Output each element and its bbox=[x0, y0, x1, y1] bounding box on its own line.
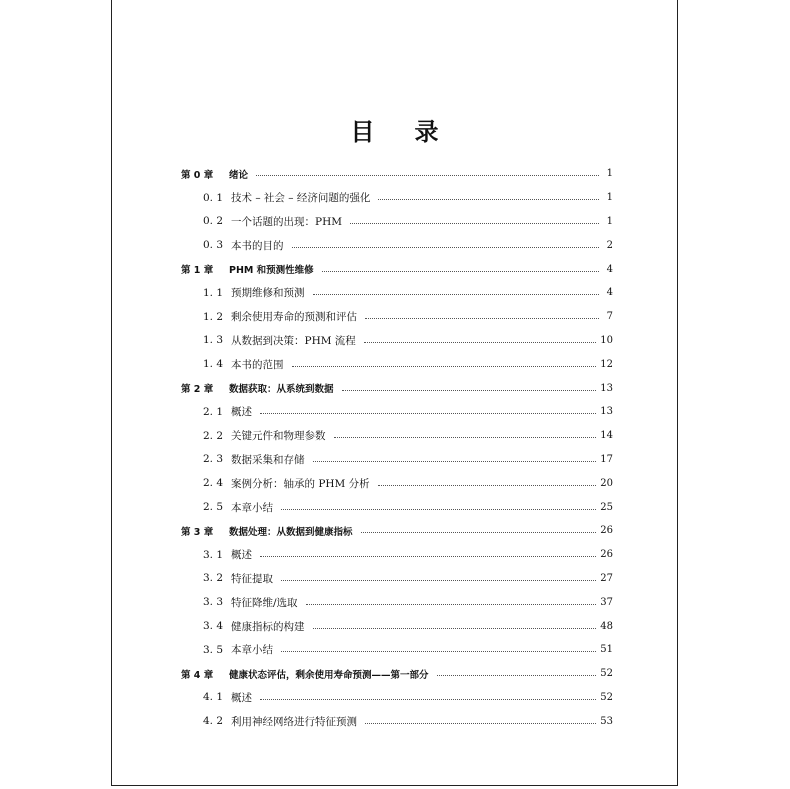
toc-entry-title: 从数据到决策：PHM 流程 bbox=[231, 334, 356, 347]
dot-leader bbox=[313, 461, 597, 462]
toc-entry-number: 2. 3 bbox=[203, 453, 224, 466]
dot-leader bbox=[281, 580, 596, 581]
title-char-right: 录 bbox=[414, 118, 439, 146]
toc-entry-page: 17 bbox=[600, 453, 613, 465]
toc-entry-number: 第 2 章 bbox=[181, 384, 214, 396]
toc-entry-title: 利用神经网络进行特征预测 bbox=[231, 715, 357, 728]
toc-entry-page: 2 bbox=[606, 239, 613, 251]
toc-entry-page: 10 bbox=[600, 334, 613, 346]
dot-leader bbox=[361, 532, 597, 533]
toc-section-entry bbox=[181, 686, 613, 710]
dot-leader bbox=[378, 485, 597, 486]
toc-entry-page: 27 bbox=[600, 572, 613, 584]
dot-leader bbox=[322, 271, 599, 272]
toc-entry-number: 4. 2 bbox=[203, 715, 224, 728]
toc-entry-page: 1 bbox=[606, 192, 613, 204]
toc-entry-title: 一个话题的出现：PHM bbox=[231, 215, 342, 228]
dot-leader bbox=[292, 366, 597, 367]
toc-entry-title: 本章小结 bbox=[231, 501, 273, 514]
toc-entry-page: 7 bbox=[606, 311, 613, 323]
toc-entry-title: 关键元件和物理参数 bbox=[231, 430, 326, 443]
dot-leader bbox=[256, 175, 599, 176]
dot-leader bbox=[260, 413, 596, 414]
toc-entry-page: 13 bbox=[600, 406, 613, 418]
toc-entry-page: 20 bbox=[600, 477, 613, 489]
toc-entry-page: 26 bbox=[600, 549, 613, 561]
toc-entry-number: 1. 1 bbox=[203, 286, 224, 299]
toc-entry-title: 本书的目的 bbox=[231, 239, 284, 252]
toc-entry-number: 3. 3 bbox=[203, 596, 224, 609]
toc-entry-title: 数据获取：从系统到数据 bbox=[229, 384, 334, 396]
toc-section-entry bbox=[181, 543, 613, 567]
toc-entry-number: 0. 3 bbox=[203, 239, 224, 252]
toc-entry-page: 52 bbox=[600, 668, 613, 680]
dot-leader bbox=[292, 247, 600, 248]
toc-section-entry bbox=[181, 210, 613, 234]
toc-entry-number: 1. 3 bbox=[203, 334, 224, 347]
toc-section-entry bbox=[181, 495, 613, 519]
toc-entry-page: 4 bbox=[606, 287, 613, 299]
toc-entry-title: 健康状态评估，剩余使用寿命预测——第一部分 bbox=[229, 669, 429, 681]
toc-chapter-entry bbox=[181, 376, 613, 400]
toc-chapter-entry bbox=[181, 162, 613, 186]
toc-section-entry bbox=[181, 233, 613, 257]
toc-section-entry bbox=[181, 567, 613, 591]
toc-section-entry bbox=[181, 638, 613, 662]
dot-leader bbox=[365, 318, 599, 319]
toc-entry-page: 1 bbox=[606, 215, 613, 227]
toc-entry-page: 14 bbox=[600, 430, 613, 442]
toc-entry-number: 1. 2 bbox=[203, 310, 224, 323]
toc-entry-number: 0. 1 bbox=[203, 191, 224, 204]
page-title bbox=[112, 112, 677, 147]
toc-section-entry bbox=[181, 281, 613, 305]
toc-entry-title: 概述 bbox=[231, 691, 252, 704]
toc-entry-title: 本章小结 bbox=[231, 644, 273, 657]
toc-entry-number: 3. 4 bbox=[203, 620, 224, 633]
toc-entry-title: 本书的范围 bbox=[231, 358, 284, 371]
toc-entry-number: 3. 5 bbox=[203, 643, 224, 656]
toc-entry-page: 13 bbox=[600, 382, 613, 394]
toc-entry-title: 案例分析：轴承的 PHM 分析 bbox=[231, 477, 370, 490]
toc-entry-page: 48 bbox=[600, 620, 613, 632]
toc-section-entry bbox=[181, 329, 613, 353]
dot-leader bbox=[350, 223, 599, 224]
toc-section-entry bbox=[181, 709, 613, 733]
toc-entry-page: 53 bbox=[600, 715, 613, 727]
toc-entry-page: 12 bbox=[600, 358, 613, 370]
dot-leader bbox=[313, 628, 597, 629]
dot-leader bbox=[306, 604, 597, 605]
toc-entry-number: 0. 2 bbox=[203, 215, 224, 228]
toc-section-entry bbox=[181, 471, 613, 495]
toc-entry-number: 第 0 章 bbox=[181, 169, 214, 181]
toc-entry-number: 第 1 章 bbox=[181, 265, 214, 277]
toc-entry-page: 52 bbox=[600, 691, 613, 703]
toc-section-entry bbox=[181, 614, 613, 638]
toc-section-entry bbox=[181, 305, 613, 329]
toc-section-entry bbox=[181, 424, 613, 448]
toc-entry-page: 1 bbox=[606, 168, 613, 180]
table-of-contents bbox=[181, 162, 613, 733]
dot-leader bbox=[260, 699, 596, 700]
toc-entry-number: 2. 2 bbox=[203, 429, 224, 442]
toc-entry-number: 2. 4 bbox=[203, 477, 224, 490]
toc-section-entry bbox=[181, 590, 613, 614]
dot-leader bbox=[334, 437, 597, 438]
toc-entry-title: 特征降维/选取 bbox=[231, 596, 298, 609]
toc-entry-title: 数据处理：从数据到健康指标 bbox=[229, 526, 353, 538]
toc-section-entry bbox=[181, 186, 613, 210]
toc-entry-number: 第 3 章 bbox=[181, 526, 214, 538]
title-char-left: 目 bbox=[350, 118, 375, 146]
toc-entry-page: 26 bbox=[600, 525, 613, 537]
dot-leader bbox=[364, 342, 596, 343]
dot-leader bbox=[365, 723, 596, 724]
toc-entry-number: 2. 5 bbox=[203, 501, 224, 514]
toc-entry-title: PHM 和预测性维修 bbox=[229, 265, 314, 277]
toc-entry-number: 1. 4 bbox=[203, 358, 224, 371]
toc-section-entry bbox=[181, 400, 613, 424]
dot-leader bbox=[281, 509, 596, 510]
toc-entry-title: 概述 bbox=[231, 549, 252, 562]
toc-chapter-entry bbox=[181, 662, 613, 686]
dot-leader bbox=[342, 390, 597, 391]
toc-entry-number: 2. 1 bbox=[203, 405, 224, 418]
toc-entry-title: 健康指标的构建 bbox=[231, 620, 305, 633]
toc-entry-title: 剩余使用寿命的预测和评估 bbox=[231, 311, 357, 324]
toc-entry-page: 51 bbox=[600, 644, 613, 656]
dot-leader bbox=[281, 651, 596, 652]
toc-section-entry bbox=[181, 448, 613, 472]
toc-entry-title: 预期维修和预测 bbox=[231, 287, 305, 300]
toc-entry-number: 3. 2 bbox=[203, 572, 224, 585]
dot-leader bbox=[260, 556, 596, 557]
toc-entry-title: 特征提取 bbox=[231, 572, 273, 585]
toc-entry-title: 绪论 bbox=[229, 169, 249, 181]
toc-entry-title: 概述 bbox=[231, 406, 252, 419]
toc-chapter-entry bbox=[181, 257, 613, 281]
toc-entry-number: 第 4 章 bbox=[181, 669, 214, 681]
toc-entry-title: 技术 – 社会 – 经济问题的强化 bbox=[231, 192, 371, 205]
toc-entry-number: 4. 1 bbox=[203, 691, 224, 704]
toc-entry-page: 25 bbox=[600, 501, 613, 513]
dot-leader bbox=[313, 294, 600, 295]
dot-leader bbox=[437, 675, 597, 676]
toc-section-entry bbox=[181, 352, 613, 376]
toc-chapter-entry bbox=[181, 519, 613, 543]
toc-entry-number: 3. 1 bbox=[203, 548, 224, 561]
toc-entry-title: 数据采集和存储 bbox=[231, 453, 305, 466]
toc-entry-page: 4 bbox=[606, 263, 613, 275]
document-page bbox=[111, 0, 678, 786]
dot-leader bbox=[378, 199, 599, 200]
toc-entry-page: 37 bbox=[600, 596, 613, 608]
